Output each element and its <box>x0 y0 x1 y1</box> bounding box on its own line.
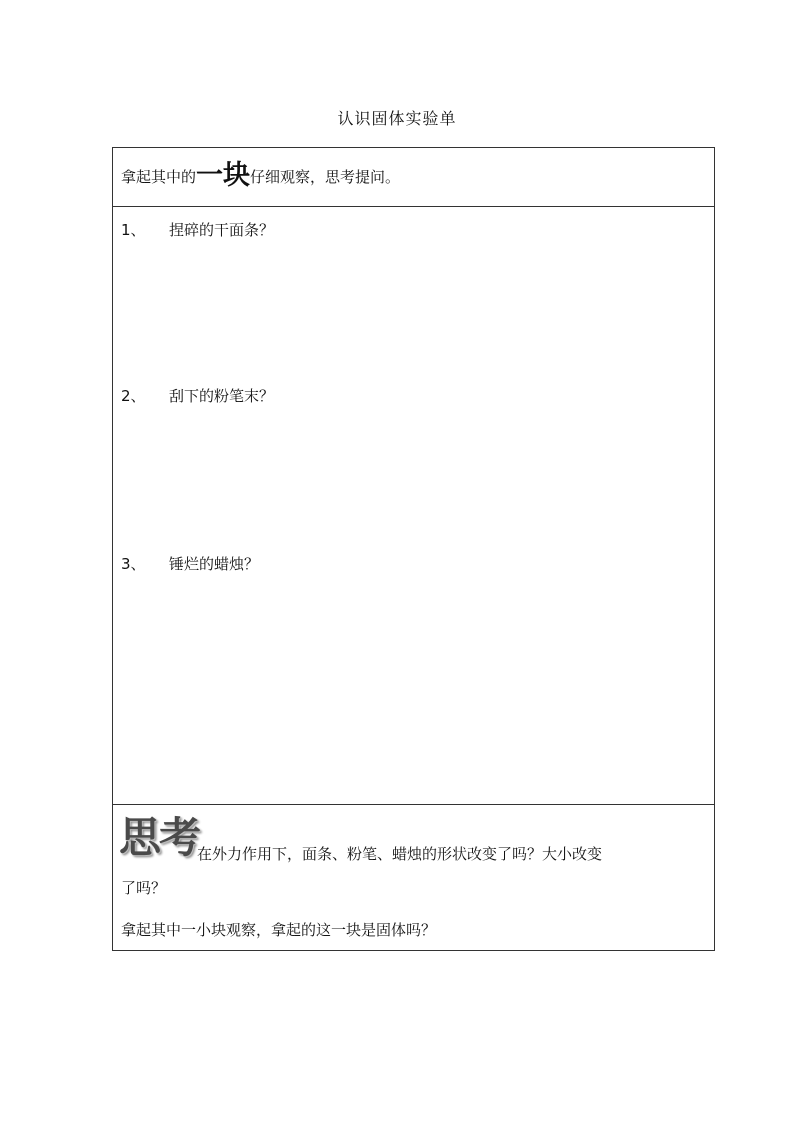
question-number: 3、 <box>121 555 146 573</box>
think-question-line-1: 在外力作用下，面条、粉笔、蜡烛的形状改变了吗？大小改变 <box>197 845 603 863</box>
question-item <box>121 219 274 240</box>
question-item <box>121 553 259 574</box>
question-text: 捏碎的干面条？ <box>169 221 275 239</box>
document-title: 认识固体实验单 <box>337 109 457 128</box>
think-question-line-3: 拿起其中一小块观察，拿起的这一块是固体吗？ <box>121 921 437 939</box>
worksheet-table <box>112 147 715 951</box>
question-text: 锤烂的蜡烛？ <box>169 555 260 573</box>
instruction-before: 拿起其中的 <box>121 168 197 186</box>
think-label: 思考 <box>119 813 200 862</box>
instruction-after: 仔细观察，思考提问。 <box>250 168 401 186</box>
question-item <box>121 385 274 406</box>
question-number: 2、 <box>121 387 146 405</box>
think-question-line-2: 了吗？ <box>121 879 167 897</box>
instruction-text <box>121 156 400 197</box>
questions-row <box>113 207 714 805</box>
question-number: 1、 <box>121 221 146 239</box>
think-row <box>113 805 714 951</box>
instruction-emphasis: 一块 <box>196 160 251 191</box>
instruction-row <box>113 148 714 207</box>
question-text: 刮下的粉笔末？ <box>169 387 275 405</box>
